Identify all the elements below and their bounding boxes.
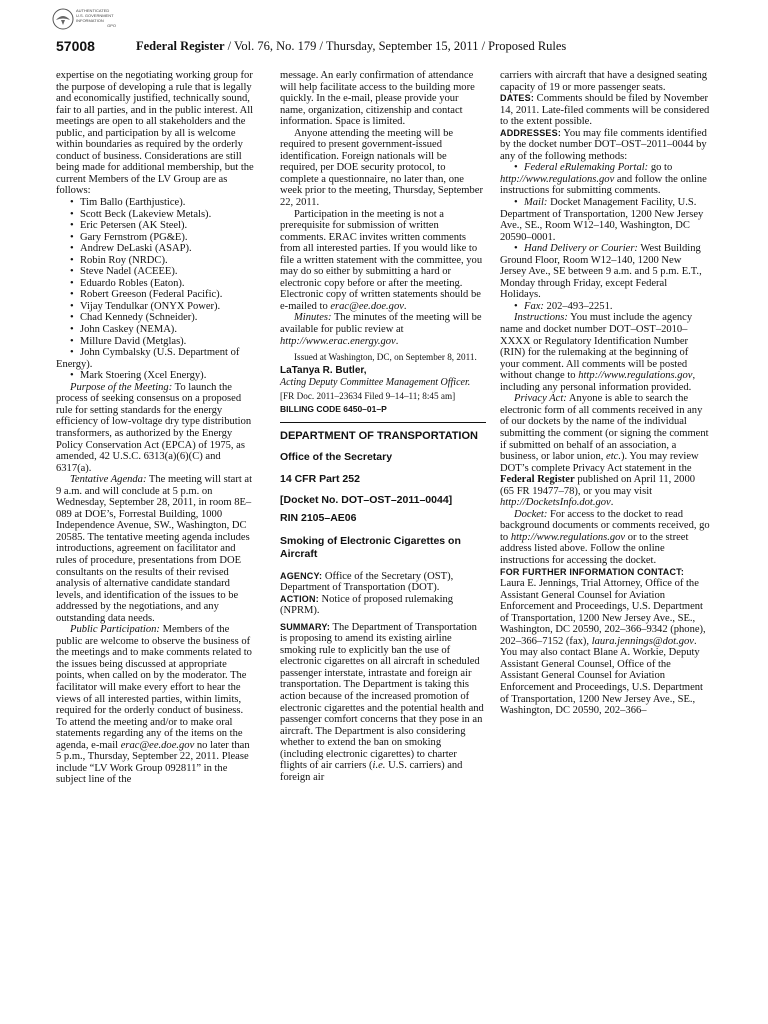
seal-line: INFORMATION bbox=[76, 18, 104, 23]
seal-line: U.S. GOVERNMENT bbox=[76, 13, 114, 18]
list-item: • Vijay Tendulkar (ONYX Power). bbox=[70, 300, 221, 312]
minutes-link[interactable]: http://www.erac.energy.gov bbox=[280, 335, 396, 347]
cfr-heading: 14 CFR Part 252 bbox=[280, 472, 360, 485]
email-link[interactable]: erac@ee.doe.gov bbox=[120, 739, 195, 751]
bullet-icon: • bbox=[70, 289, 74, 301]
seal-line: AUTHENTICATED bbox=[76, 8, 110, 13]
member-list bbox=[56, 197, 256, 382]
privacy-label: Privacy Act: bbox=[514, 393, 567, 405]
list-item: • Steve Nadel (ACEEE). bbox=[70, 266, 178, 278]
minutes-label: Minutes: bbox=[294, 312, 332, 324]
list-item: • Robin Roy (NRDC). bbox=[70, 254, 168, 266]
bullet-icon: • bbox=[70, 277, 74, 289]
list-item: • Chad Kennedy (Schneider). bbox=[70, 312, 198, 324]
purpose-label: Purpose of the Meeting: bbox=[70, 381, 173, 393]
purpose-paragraph: Purpose of the Meeting: To launch the process of seeking consensus on a proposed rule for setting standards for the energy efficiency of low-voltage dry type distribution transformers, as authorized by the Energy Policy Conservation Act (EPCA) of 1975, as amended, 42 U.S.C. 6313(a)(6)(C) and 6317(a). bbox=[56, 381, 252, 474]
bullet-icon: • bbox=[70, 197, 74, 209]
agency-label: AGENCY: bbox=[280, 570, 323, 581]
dates-label: DATES: bbox=[500, 93, 535, 104]
contact-label: FOR FURTHER INFORMATION CONTACT: bbox=[500, 566, 685, 577]
list-item: • Eric Petersen (AK Steel). bbox=[70, 220, 188, 232]
participation-paragraph: Public Participation: Members of the public are welcome to observe the business of the meetings and to make comments related to the issues being discussed at appropriate points, when called on by the moderator. The facilitator will make every effort to hear the views of all interested parties, within limits, required for the orderly conduct of business. To attend the meeting and/or to make oral statements regarding any of the items on the agenda, e-mail erac@ee.doe.gov no later than 5 p.m., Thursday, September 22, 2011. Please include “LV Work Group 092811” in the subject line of the bbox=[56, 624, 252, 786]
written-comments-paragraph: Participation in the meeting is not a prerequisite for submission of written comments. ERAC invites written comments from all interested parties. If you would like to file a written statement with the committee, you may do so either by submitting a hard or electronic copy before or after the meeting. Electronic copy of written statements should be e-mailed to erac@ee.doe.gov. bbox=[280, 208, 483, 312]
bullet-icon: • bbox=[514, 243, 518, 255]
list-item: • Mark Stoering (Xcel Energy). bbox=[70, 370, 207, 382]
bullet-icon: • bbox=[70, 335, 74, 347]
action-label: ACTION: bbox=[280, 593, 319, 604]
agenda-paragraph: Tentative Agenda: The meeting will start at 9 a.m. and will conclude at 5 p.m. on Wednesday, September 28, 2011, in room 8E–089 at DOE’s, Forrestal Building, 1000 Independence Avenue, SW., Washington, DC 20585. The tentative meeting agenda includes introductions, agreement on facilitator and rules of procedure, presentations from DOE consultants on the results of their revised analysis of alternative candidate standard levels, and identification of the issues to be addressed by the negotiations, and any outstanding data needs. bbox=[56, 474, 253, 624]
regulations-link[interactable]: http://www.regulations.gov bbox=[500, 173, 615, 185]
signer-name: LaTanya R. Butler, bbox=[280, 365, 367, 377]
dockets-info-link[interactable]: http://DocketsInfo.dot.gov bbox=[500, 497, 611, 509]
column-2 bbox=[280, 70, 486, 783]
rin-number: RIN 2105–AE06 bbox=[280, 511, 357, 524]
minutes-paragraph: Minutes: The minutes of the meeting will be available for public review at http://www.erac.energy.gov. bbox=[280, 312, 482, 347]
bullet-icon: • bbox=[70, 266, 74, 278]
list-item: • Millure David (Metglas). bbox=[70, 335, 187, 347]
regulations-link[interactable]: http://www.regulations.gov bbox=[510, 531, 626, 543]
fr-doc-line: [FR Doc. 2011–23634 Filed 9–14–11; 8:45 am] bbox=[280, 391, 456, 402]
dates-paragraph: DATES: Comments should be filed by November 14, 2011. Late-filed comments will be considered to the extent possible. bbox=[500, 93, 710, 128]
agency-line: AGENCY: Office of the Secretary (OST), Department of Transportation (DOT). bbox=[280, 570, 454, 594]
participation-label: Public Participation: bbox=[70, 624, 160, 636]
privacy-paragraph: Privacy Act: Anyone is able to search the electronic form of all comments received in any of our dockets by the name of the individual submitting the comment (or signing the comment if submitted on behalf of an association, a business, or labor union, etc.). You may review DOT’s complete Privacy Act statement in the Federal Register published on April 11, 2000 (65 FR 19477–78), or you may visit http://DocketsInfo.dot.gov. bbox=[500, 393, 709, 509]
office-heading: Office of the Secretary bbox=[280, 451, 393, 464]
bullet-icon: • bbox=[514, 197, 518, 209]
bullet-icon: • bbox=[70, 243, 74, 255]
contact-heading bbox=[500, 567, 710, 579]
bullet-icon: • bbox=[514, 162, 518, 174]
list-item: • Federal eRulemaking Portal: go to http://www.regulations.gov and follow the online instructions for submitting comments. bbox=[500, 162, 707, 197]
list-item: • Eduardo Robles (Eaton). bbox=[70, 277, 185, 289]
list-item: • John Cymbalsky (U.S. Department of Energy). bbox=[56, 347, 240, 370]
column-3 bbox=[500, 70, 710, 717]
docket-label: Docket: bbox=[514, 508, 548, 520]
bullet-icon: • bbox=[70, 254, 74, 266]
bullet-icon: • bbox=[70, 312, 74, 324]
eagle-seal-icon bbox=[52, 8, 74, 30]
list-item: • Hand Delivery or Courier: West Building Ground Floor, Room W12–140, 1200 New Jersey Ave., SE between 9 a.m. and 5 p.m. E.T., Monday through Friday, except Federal Holidays. bbox=[500, 243, 702, 301]
running-head bbox=[136, 39, 566, 54]
list-item: • Scott Beck (Lakeview Metals). bbox=[70, 208, 212, 220]
list-item: • Robert Greeson (Federal Pacific). bbox=[70, 289, 223, 301]
list-item: • Andrew DeLaski (ASAP). bbox=[70, 243, 192, 255]
page-number: 57008 bbox=[56, 38, 95, 54]
billing-code: BILLING CODE 6450–01–P bbox=[280, 404, 387, 415]
bullet-icon: • bbox=[70, 220, 74, 232]
list-item: • Fax: 202–493–2251. bbox=[514, 300, 613, 312]
instructions-label: Instructions: bbox=[514, 312, 568, 324]
list-item: • Tim Ballo (Earthjustice). bbox=[70, 197, 186, 209]
bullet-icon: • bbox=[70, 300, 74, 312]
seal-line: GPO bbox=[107, 23, 116, 28]
intro-paragraph: expertise on the negotiating working group for the purpose of developing a rule that is legally and economically justified, technically sound, fair to all parties, and in the public interest. All meetings are open to all stakeholders and the public, and participation by all is welcome within boundaries as required by the orderly conduct of business. Considerations are still being made for additional membership, but the current Members of the LV Group are as follows: bbox=[56, 70, 254, 197]
instructions-paragraph: Instructions: You must include the agency name and docket number DOT–OST–2010–XXXX or Regulatory Identification Number (RIN) for the rulemaking at the beginning of your comment. All comments will be posted without change to http://www.regulations.gov, including any personal information provided. bbox=[500, 312, 696, 393]
summary-paragraph: SUMMARY: The Department of Transportation is proposing to amend its existing airline smoking rule to explicitly ban the use of electronic cigarettes on all aircraft in scheduled passenger interstate, intrastate and foreign air transportation. The Department is taking this action because of the increased promotion of electronic cigarettes and the potential health and passenger comfort concerns that they pose in an aircraft. The Department is also considering whether to extend the ban on smoking (including electronic cigarettes) to charter flights of air carriers (i.e. U.S. carriers) and foreign air bbox=[280, 621, 484, 783]
rule-title: Smoking of Electronic Cigarettes on Aircraft bbox=[280, 534, 461, 560]
running-header bbox=[56, 38, 716, 56]
bullet-icon: • bbox=[70, 324, 74, 336]
volume-info: / Vol. 76, No. 179 / Thursday, September 15, 2011 / Proposed Rules bbox=[224, 39, 567, 53]
publication-name: Federal Register bbox=[136, 39, 225, 53]
addresses-label: ADDRESSES: bbox=[500, 127, 562, 138]
list-item: • John Caskey (NEMA). bbox=[70, 324, 177, 336]
bullet-icon: • bbox=[70, 231, 74, 243]
bullet-icon: • bbox=[514, 300, 518, 312]
docket-paragraph: Docket: For access to the docket to read background documents or comments received, go to http://www.regulations.gov or to the street address listed above. Follow the online instructions for accessing the docket. bbox=[500, 508, 710, 566]
regulations-link[interactable]: http://www.regulations.gov bbox=[578, 370, 693, 382]
agenda-label: Tentative Agenda: bbox=[70, 474, 147, 486]
action-line: ACTION: Notice of proposed rulemaking (NPRM). bbox=[280, 593, 454, 617]
docket-number: [Docket No. DOT–OST–2011–0044] bbox=[280, 494, 453, 507]
list-item: • Gary Fernstrom (PG&E). bbox=[70, 231, 188, 243]
section-divider bbox=[280, 422, 486, 423]
email-link[interactable]: erac@ee.doe.gov bbox=[330, 300, 404, 312]
contact-paragraph: Laura E. Jennings, Trial Attorney, Office of the Assistant General Counsel for Aviation Enforcement and Proceedings, U.S. Department of Transportation, 1200 New Jersey Ave., SE., Washington, DC 20590, 202–366–9342 (phone), 202–366–7152 (fax), laura.jennings@dot.gov. You may also contact Blane A. Workie, Deputy Assistant General Counsel, Office of the Assistant General Counsel for Aviation Enforcement and Proceedings, U.S. Department of Transportation, 1200 New Jersey Ave., SE., Washington, DC 20590, 202–366– bbox=[500, 578, 706, 717]
list-item: • Mail: Docket Management Facility, U.S. Department of Transportation, 1200 New Jersey Ave., SE., Room W12–140, Washington, DC 20590–0001. bbox=[500, 197, 704, 243]
bullet-icon: • bbox=[70, 370, 74, 382]
signer-title: Acting Deputy Committee Management Officer. bbox=[280, 376, 471, 388]
message-paragraph: message. An early confirmation of attendance will help facilitate access to the building more quickly. In the e-mail, please provide your name, organization, citizenship and contact information. Space is limited. bbox=[280, 70, 475, 128]
email-link[interactable]: laura.jennings@dot.gov bbox=[591, 635, 694, 647]
bullet-icon: • bbox=[70, 347, 74, 359]
authentication-seal bbox=[52, 6, 116, 42]
identification-paragraph: Anyone attending the meeting will be required to present government-issued identification. Foreign nationals will be required, per DOE security protocol, to complete a questionnaire, no later than, one week prior to the meeting, Thursday, September 22, 2011. bbox=[280, 127, 483, 209]
department-heading: DEPARTMENT OF TRANSPORTATION bbox=[280, 429, 478, 442]
column-1 bbox=[56, 70, 256, 786]
addresses-paragraph: ADDRESSES: You may file comments identified by the docket number DOT–OST–2011–0044 by any of the following methods: bbox=[500, 127, 707, 162]
bullet-icon: • bbox=[70, 208, 74, 220]
summary-label: SUMMARY: bbox=[280, 621, 331, 632]
carriers-paragraph: carriers with aircraft that have a designed seating capacity of 19 or more passenger seats. bbox=[500, 70, 708, 93]
issued-statement: Issued at Washington, DC, on September 8, 2011. bbox=[294, 352, 477, 363]
